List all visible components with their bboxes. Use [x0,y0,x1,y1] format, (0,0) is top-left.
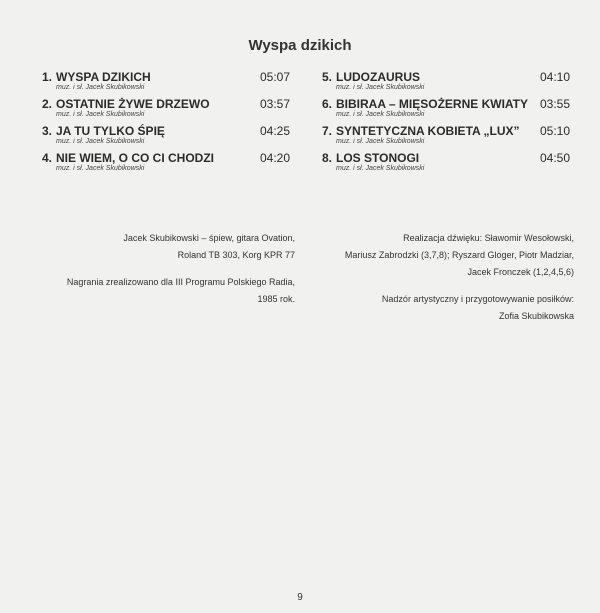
track-number: 3. [41,124,52,138]
album-title: Wyspa dzikich [248,37,352,54]
track-duration: 03:57 [259,97,290,111]
track-duration: 05:10 [539,124,570,138]
track-duration: 04:25 [259,124,290,138]
sound-engineering-line: Realizacja dźwięku: Sławomir Wesołowski, [403,233,574,243]
track-credit: muz. i sł. Jacek Skubikowski [336,84,425,91]
track-item [30,97,290,124]
track-item [310,97,570,124]
tracklist-left [30,70,290,178]
track-number: 6. [321,97,332,111]
track-title: SYNTETYCZNA KOBIETA „LUX” [336,124,520,138]
track-title: NIE WIEM, O CO CI CHODZI [56,151,214,165]
track-number: 8. [321,151,332,165]
sound-engineering-line: Mariusz Zabrodzki (3,7,8); Ryszard Gloger, Piotr Madziar, [344,250,574,260]
performer-line: Roland TB 303, Korg KPR 77 [177,250,295,260]
track-number: 5. [321,70,332,84]
track-item [30,124,290,151]
track-title: LOS STONOGI [336,151,420,165]
track-title: JA TU TYLKO ŚPIĘ [56,124,165,138]
track-item [30,151,290,178]
track-credit: muz. i sł. Jacek Skubikowski [336,111,425,118]
track-title: WYSPA DZIKICH [56,70,151,84]
track-duration: 03:55 [539,97,570,111]
track-credit: muz. i sł. Jacek Skubikowski [336,165,425,172]
track-credit: muz. i sł. Jacek Skubikowski [56,138,145,145]
track-item [310,151,570,178]
track-credit: muz. i sł. Jacek Skubikowski [336,138,425,145]
recording-note-line: Nagrania zrealizowano dla III Programu Polskiego Radia, [66,277,295,287]
track-duration: 04:20 [259,151,290,165]
artistic-supervision-line: Nadzór artystyczny i przygotowywanie posiłków: [381,294,574,304]
artistic-supervision-line: Zofia Skubikowska [498,311,574,321]
performer-line: Jacek Skubikowski – śpiew, gitara Ovation, [123,233,295,243]
track-number: 4. [41,151,52,165]
performer-credits [5,230,295,308]
track-duration: 04:10 [539,70,570,84]
track-number: 1. [41,70,52,84]
track-item [30,70,290,97]
production-credits [310,230,574,325]
sound-engineering-line: Jacek Fronczek (1,2,4,5,6) [467,267,574,277]
track-credit: muz. i sł. Jacek Skubikowski [56,165,145,172]
track-item [310,124,570,151]
track-number: 2. [41,97,52,111]
track-title: LUDOZAURUS [336,70,420,84]
track-title: BIBIRAA – MIĘSOŻERNE KWIATY [336,97,529,111]
track-duration: 05:07 [259,70,290,84]
track-credit: muz. i sł. Jacek Skubikowski [56,111,145,118]
track-number: 7. [321,124,332,138]
track-credit: muz. i sł. Jacek Skubikowski [56,84,145,91]
track-duration: 04:50 [539,151,570,165]
recording-note-line: 1985 rok. [257,294,295,304]
tracklist-right [310,70,570,178]
track-title: OSTATNIE ŻYWE DRZEWO [56,97,210,111]
track-item [310,70,570,97]
page-number: 9 [297,592,303,603]
